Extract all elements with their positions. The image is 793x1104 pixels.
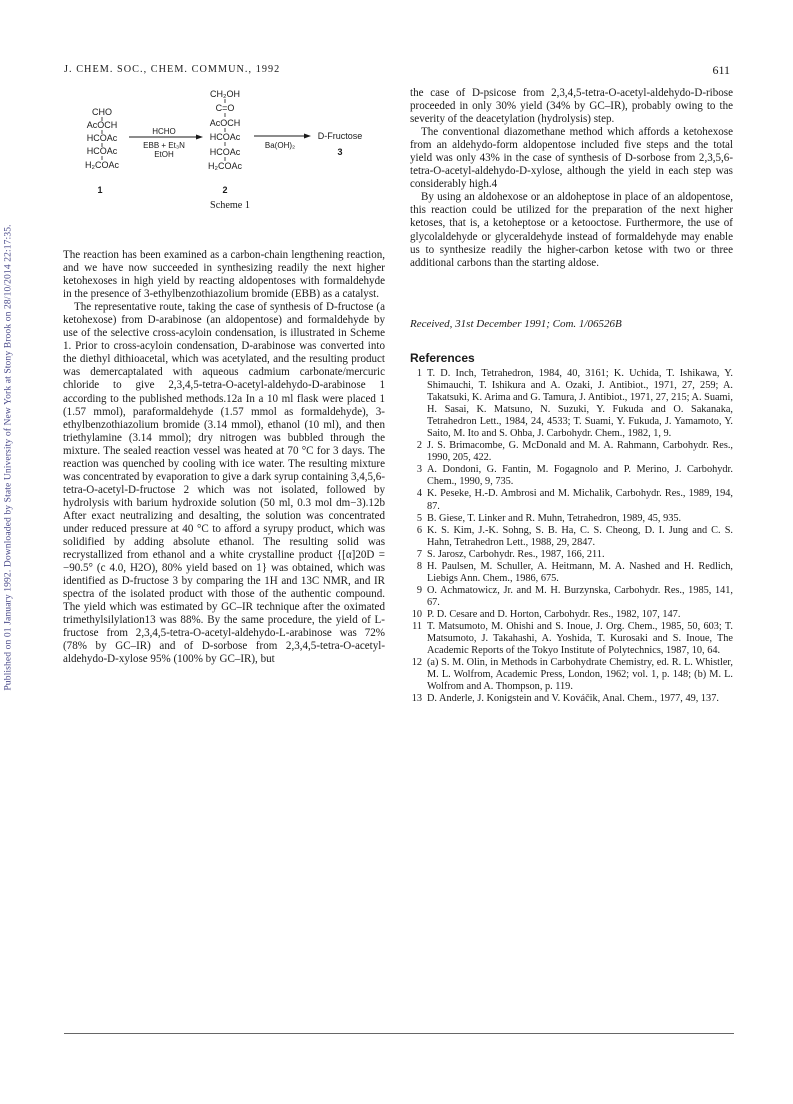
reference-text: T. Matsumoto, M. Ohishi and S. Inoue, J. Org. Chem., 1985, 50, 603; T. Matsumoto, J. Takahashi, A. Yoshida, T. Kurosaki and S. Inoue, The Academic Reports of the Tokyo Institute of Polytechnics, 1987, 10, 64. (427, 620, 733, 657)
left-column (63, 249, 385, 667)
reference-item (405, 693, 733, 705)
reference-text: K. S. Kim, J.-K. Sohng, S. B. Ha, C. S. Cheong, D. I. Jung and C. S. Hahn, Tetrahedron Lett., 1988, 29, 2847. (427, 524, 733, 548)
reference-number: 5 (416, 512, 422, 524)
compound-2 (208, 89, 242, 195)
reference-text: P. D. Cesare and D. Horton, Carbohydr. Res., 1982, 107, 147. (427, 608, 681, 620)
received-line: Received, 31st December 1991; Com. 1/06526B (410, 318, 622, 330)
paragraph-diazomethane: The conventional diazomethane method which affords a ketohexose from an aldehydo-form aldopentose included five steps and the total yield was only 43% in the case of synthesis of D-sorbose from 2,3,5,6-tetra-O-acetyl-aldehydo-D-xylose, although the yield in each step was considerably high.4 (410, 126, 733, 191)
reference-item (405, 525, 733, 549)
right-column (410, 87, 733, 270)
compound-1-line-5: H₂COAc (85, 160, 119, 170)
reference-number: 12 (411, 657, 422, 669)
references-heading: References (410, 351, 475, 365)
journal-header: J. CHEM. SOC., CHEM. COMMUN., 1992 (64, 64, 281, 75)
reference-item (405, 488, 733, 512)
reference-number: 7 (416, 548, 422, 560)
reference-item (405, 561, 733, 585)
download-watermark: Published on 01 January 1992. Downloaded by State University of New York at Stony Brook on 28/10/2014 22:17:35. (2, 224, 14, 691)
reference-text: J. S. Brimacombe, G. McDonald and M. A. Rahmann, Carbohydr. Res., 1990, 205, 422. (427, 440, 733, 464)
reagent-baoh2: Ba(OH)₂ (264, 141, 296, 150)
scheme-caption: Scheme 1 (210, 200, 250, 211)
compound-3 (318, 131, 363, 157)
compound-1-line-2: AcOCH (86, 120, 118, 130)
compound-2-line-5: HCOAc (209, 147, 241, 157)
references-list (405, 368, 733, 705)
paragraph-psicose: the case of D-psicose from 2,3,4,5-tetra-O-acetyl-aldehydo-D-ribose proceeded in only 30% yield (34% by GC–IR), probably owing to the severity of the deacetylation (hydrolysis) step. (410, 87, 733, 126)
compound-2-line-1: CH₂OH (210, 89, 240, 99)
compound-1-line-1: CHO (92, 107, 112, 117)
reference-number: 6 (416, 524, 422, 536)
compound-2-line-3: AcOCH (209, 118, 241, 128)
reference-text: D. Anderle, J. Konigstein and V. Kováčik, Anal. Chem., 1977, 49, 137. (427, 693, 719, 705)
bottom-rule (64, 1033, 734, 1034)
reference-number: 10 (411, 608, 422, 620)
reagent-ebb: EBB + Et₃N (143, 141, 185, 150)
reference-item (405, 609, 733, 621)
reference-number: 3 (416, 464, 422, 476)
compound-2-line-4: HCOAc (209, 132, 241, 142)
reference-text: A. Dondoni, G. Fantin, M. Fogagnolo and P. Merino, J. Carbohydr. Chem., 1990, 9, 735. (427, 464, 733, 488)
step-2-arrow (254, 134, 311, 151)
reagent-hcho: HCHO (152, 127, 176, 136)
reference-item (405, 657, 733, 693)
compound-2-number: 2 (222, 185, 228, 195)
reference-text: O. Achmatowicz, Jr. and M. H. Burzynska, Carbohydr. Res., 1985, 141, 67. (427, 584, 733, 608)
reference-number: 13 (411, 693, 422, 705)
paragraph-intro: The reaction has been examined as a carbon-chain lengthening reaction, and we have now succeeded in synthesizing readily the next higher ketohexoses in high yield by reacting aldopentoses with formaldehyde in the presence of 3-ethylbenzothiazolium bromide (EBB) as a catalyst. (63, 249, 385, 301)
reference-item (405, 464, 733, 488)
paragraph-aldohexose: By using an aldohexose or an aldoheptose in place of an aldopentose, this reaction could be utilized for the preparation of the next higher ketoses, that is, a ketoheptose or a ketooctose. Furthermore, the use of glycolaldehyde or glyceraldehyde instead of formaldehyde may enable us to synthesize readily the higher-carbon ketose with two or three additional carbons than the starting aldose. (410, 191, 733, 269)
compound-1-line-3: HCOAc (86, 133, 118, 143)
compound-2-line-6: H₂COAc (208, 161, 242, 171)
reference-text: H. Paulsen, M. Schuller, A. Heitmann, M. A. Nashed and H. Redlich, Liebigs Ann. Chem., 1986, 675. (427, 560, 733, 584)
reference-item (405, 621, 733, 657)
reference-text: K. Peseke, H.-D. Ambrosi and M. Michalik, Carbohydr. Res., 1989, 194, 87. (427, 488, 733, 512)
reference-item (405, 440, 733, 464)
reference-item (405, 513, 733, 525)
reference-item (405, 549, 733, 561)
reference-text: T. D. Inch, Tetrahedron, 1984, 40, 3161; K. Uchida, T. Ishikawa, Y. Shimauchi, T. Ishikura and A. Ozaki, J. Antibiot., 1971, 27, 259; A. Takatsuki, K. Arima and G. Tamura, J. Antibiot., 1971, 27, 215; A. Suami, H. Sasai, K. Matsuno, N. Suzuki, Y. Fukuda and O. Sakanaka, Tetrahedron Lett., 1984, 24, 4533; T. Suami, Y. Fukuda, J. Yamamoto, Y. Saito, M. Ito and S. Ohba, J. Carbohydr. Chem., 1982, 1, 9. (427, 368, 733, 440)
reference-text: (a) S. M. Olin, in Methods in Carbohydrate Chemistry, ed. R. L. Whistler, M. L. Wolfrom, Academic Press, London, 1962; vol. 1, p. 148; (b) M. L. Wolfrom and A. Thompson, p. 119. (427, 657, 733, 693)
reference-text: S. Jarosz, Carbohydr. Res., 1987, 166, 211. (427, 548, 605, 560)
reference-number: 2 (416, 440, 422, 452)
compound-2-line-2: C=O (215, 103, 235, 113)
compound-1-number: 1 (97, 185, 103, 195)
page-number: 611 (712, 63, 730, 77)
compound-1-line-4: HCOAc (86, 146, 118, 156)
paragraph-route: The representative route, taking the case of synthesis of D-fructose (a ketohexose) from D-arabinose (an aldopentose) and formaldehyde by use of the selective cross-acyloin condensation, is illustrated in Scheme 1. Prior to cross-acyloin condensation, D-arabinose was converted into the diethyl dithioacetal, which was acetylated, and the resulting product was demercaptalated with aqueous cadmium carbonate/mercuric chloride to give 2,3,4,5-tetra-O-acetyl-aldehydo-D-arabinose 1 according to the published methods.12a In a 10 ml flask were placed 1 (1.57 mmol), paraformaldehyde (1.57 mmol as formaldehyde), 3-ethylbenzothiazolium bromide (3.14 mmol), ethanol (10 ml), and then triethylamine (3.14 mmol); dry nitrogen was bubbled through the mixture. The sealed reaction vessel was heated at 70 °C for 3 days. The reaction was quenched by cooling with ice water. The resulting mixture was concentrated by evaporation to give a dark syrup containing 3,4,5,6-tetra-O-acetyl-D-fructose 2 which was not isolated, followed by hydrolysis with barium hydroxide solution (50 ml, 0.3 mol dm−3).12b After exact neutralizing and desalting, the solution was concentrated under reduced pressure at 40 °C to afford a syrupy product, which was solidified by adding absolute ethanol. The resulting solid was recrystallized from ethanol and a white crystalline product {[α]20D = −90.5° (c 4.0, H2O), 80% yield based on 1} was obtained, which was identified as D-fructose 3 by comparing the 1H and 13C NMR, and IR spectra of the isolated product with those of the authentic compound. The yield which was estimated by GC–IR technique after the oximated trimethylsilylation13 was 88%. By the same procedure, the yield of L-fructose from 2,3,4,5-tetra-O-acetyl-aldehydo-L-arabinose was 72% (78% by GC–IR) and of D-sorbose from 2,3,4,5-tetra-O-acetyl-aldehydo-D-xylose 95% (100% by GC–IR), but (63, 301, 385, 666)
reference-number: 8 (416, 560, 422, 572)
compound-3-name: D-Fructose (317, 131, 363, 141)
reference-number: 11 (412, 620, 422, 632)
reference-item (405, 585, 733, 609)
reference-item (405, 368, 733, 440)
reference-number: 4 (416, 488, 422, 500)
compound-3-number: 3 (337, 147, 343, 157)
reference-text: B. Giese, T. Linker and R. Muhn, Tetrahedron, 1989, 45, 935. (427, 512, 682, 524)
compound-1 (85, 107, 119, 195)
reference-number: 9 (416, 584, 422, 596)
step-1-arrow (129, 127, 203, 159)
reference-number: 1 (416, 368, 422, 379)
reagent-etoh: EtOH (154, 150, 174, 159)
